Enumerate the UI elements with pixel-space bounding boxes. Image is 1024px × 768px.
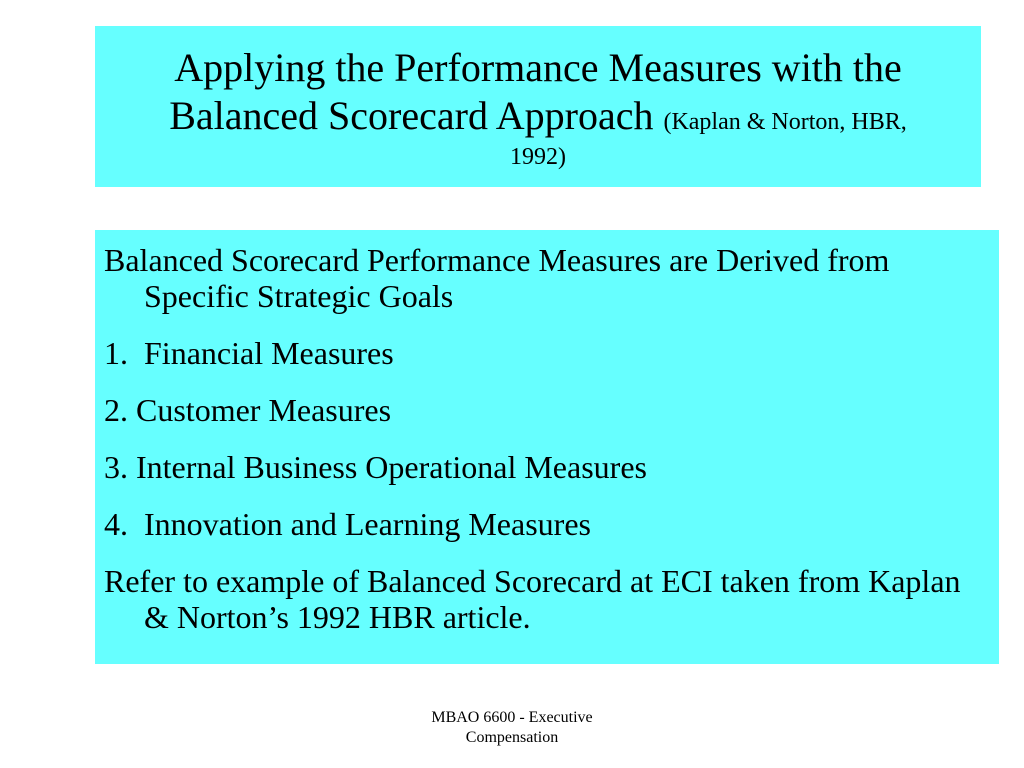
title-line-1: Applying the Performance Measures with the <box>174 45 902 90</box>
slide-footer <box>380 708 644 748</box>
title-citation: (Kaplan & Norton, HBR, <box>663 109 907 135</box>
list-item-financial: 1. Financial Measures <box>104 335 394 371</box>
footer-line-1: MBAO 6600 - Executive <box>431 709 593 726</box>
closing-paragraph: Refer to example of Balanced Scorecard at ECI taken from Kaplan & Norton’s 1992 HBR article. <box>104 563 961 635</box>
list-item-innovation: 4. Innovation and Learning Measures <box>104 506 591 542</box>
footer-line-2: Compensation <box>465 729 559 746</box>
list-item-customer: 2. Customer Measures <box>104 392 392 428</box>
title-line-2: Balanced Scorecard Approach <box>169 93 654 138</box>
slide-title <box>95 44 981 174</box>
intro-paragraph: Balanced Scorecard Performance Measures are Derived from Specific Strategic Goals <box>104 242 890 314</box>
content-box <box>95 230 999 664</box>
title-citation-year: 1992) <box>510 144 566 170</box>
title-box <box>95 26 981 187</box>
list-item-internal-business: 3. Internal Business Operational Measures <box>104 449 647 485</box>
